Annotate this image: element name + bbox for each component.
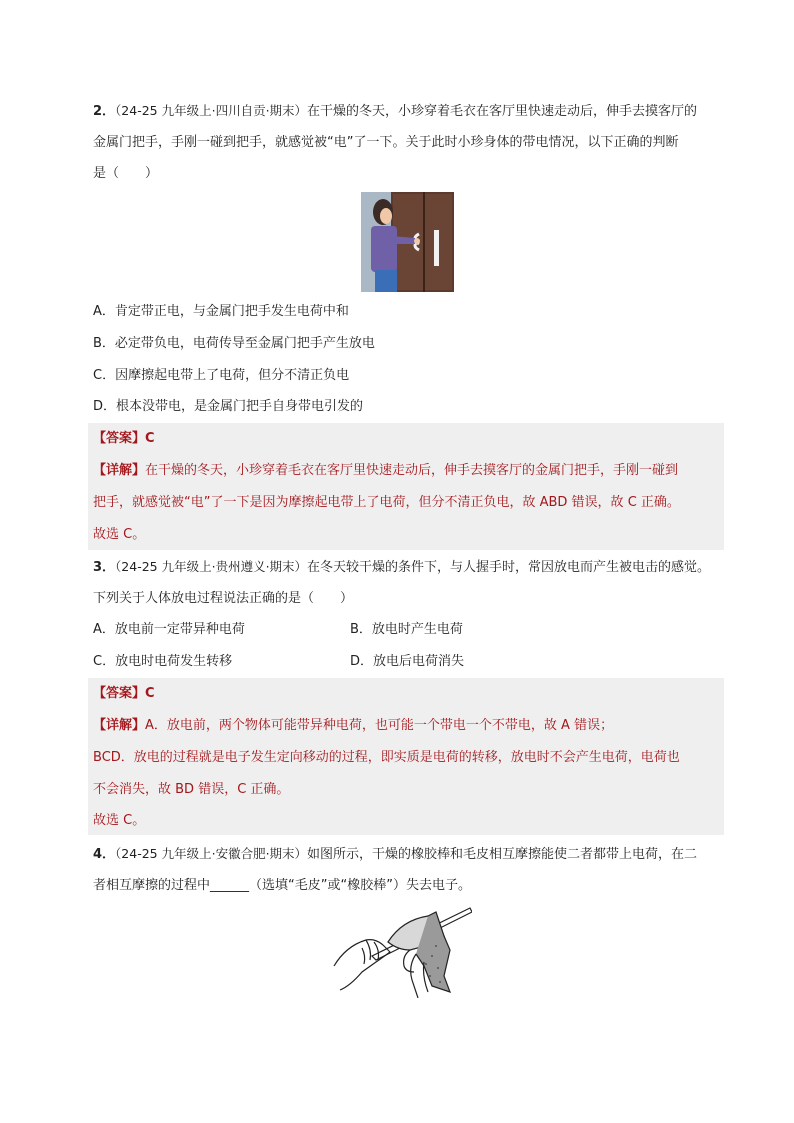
q2-answer-tag: 【答案】 xyxy=(93,431,146,446)
q3-detail-line-3: 不会消失，故 BD 错误，C 正确。 xyxy=(93,782,290,797)
q2-number: 2． xyxy=(93,104,116,119)
q3-detail-tag: 【详解】 xyxy=(93,718,146,733)
q2-answer-value: C xyxy=(145,431,155,446)
q2-detail-line-2: 把手，就感觉被“电”了一下是因为摩擦起电带上了电荷，但分不清正负电，故 ABD 错误，故 C 正确。 xyxy=(93,495,680,510)
q3-detail-text-1: A．放电前，两个物体可能带异种电荷，也可能一个带电一个不带电，故 A 错误； xyxy=(145,718,614,733)
q4-number: 4． xyxy=(93,847,116,862)
q2-stem-line-3: 是（ ） xyxy=(93,166,159,181)
q2-option-a: A．肯定带正电，与金属门把手发生电荷中和 xyxy=(93,304,349,319)
rubber-rod-and-fur-figure xyxy=(332,906,472,998)
q2-answer-line xyxy=(93,429,155,449)
q2-detail-line-1 xyxy=(93,461,678,481)
q3-number: 3． xyxy=(93,560,116,575)
q3-answer-tag: 【答案】 xyxy=(93,686,146,701)
q3-option-d: D．放电后电荷消失 xyxy=(350,654,465,669)
q3-source: （24-25 九年级上·贵州遵义·期末） xyxy=(115,559,308,574)
q3-conclusion: 故选 C。 xyxy=(93,813,146,828)
q3-option-a: A．放电前一定带异种电荷 xyxy=(93,622,245,637)
q4-source: （24-25 九年级上·安徽合肥·期末） xyxy=(115,846,308,861)
q2-option-c: C．因摩擦起电带上了电荷，但分不清正负电 xyxy=(93,368,350,383)
q3-answer-value: C xyxy=(145,686,155,701)
q4-stem-line-1 xyxy=(93,844,697,865)
q3-stem-line-1 xyxy=(93,557,710,578)
q3-option-b: B．放电时产生电荷 xyxy=(350,622,463,637)
q4-stem-text-1: 如图所示，干燥的橡胶棒和毛皮相互摩擦能使二者都带上电荷，在二 xyxy=(307,847,698,862)
q3-stem-text-1: 在冬天较干燥的条件下，与人握手时，常因放电而产生被电击的感觉。 xyxy=(307,560,711,575)
q3-detail-line-1 xyxy=(93,716,613,736)
q2-source: （24-25 九年级上·四川自贡·期末） xyxy=(115,103,308,118)
girl-touching-door-handle-figure xyxy=(361,192,454,292)
q2-option-b: B．必定带负电，电荷传导至金属门把手产生放电 xyxy=(93,336,375,351)
q3-answer-line xyxy=(93,684,155,704)
q2-stem-text-1: 在干燥的冬天，小珍穿着毛衣在客厅里快速走动后，伸手去摸客厅的 xyxy=(307,104,698,119)
q4-stem-line-2: 者相互摩擦的过程中______（选填“毛皮”或“橡胶棒”）失去电子。 xyxy=(93,878,471,893)
q2-conclusion: 故选 C。 xyxy=(93,527,146,542)
q2-detail-text-1: 在干燥的冬天，小珍穿着毛衣在客厅里快速走动后，伸手去摸客厅的金属门把手，手刚一碰到 xyxy=(145,463,679,478)
q3-option-c: C．放电时电荷发生转移 xyxy=(93,654,233,669)
q2-stem-line-1 xyxy=(93,101,697,122)
q2-option-d: D．根本没带电，是金属门把手自身带电引发的 xyxy=(93,399,364,414)
q3-detail-line-2: BCD．放电的过程就是电子发生定向移动的过程，即实质是电荷的转移，放电时不会产生电荷，电荷也 xyxy=(93,750,680,765)
q2-answer-box xyxy=(88,423,724,550)
q3-stem-line-2: 下列关于人体放电过程说法正确的是（ ） xyxy=(93,591,354,606)
q2-detail-tag: 【详解】 xyxy=(93,463,146,478)
q2-stem-line-2: 金属门把手，手刚一碰到把手，就感觉被“电”了一下。关于此时小珍身体的带电情况，以下正确的判断 xyxy=(93,135,679,150)
